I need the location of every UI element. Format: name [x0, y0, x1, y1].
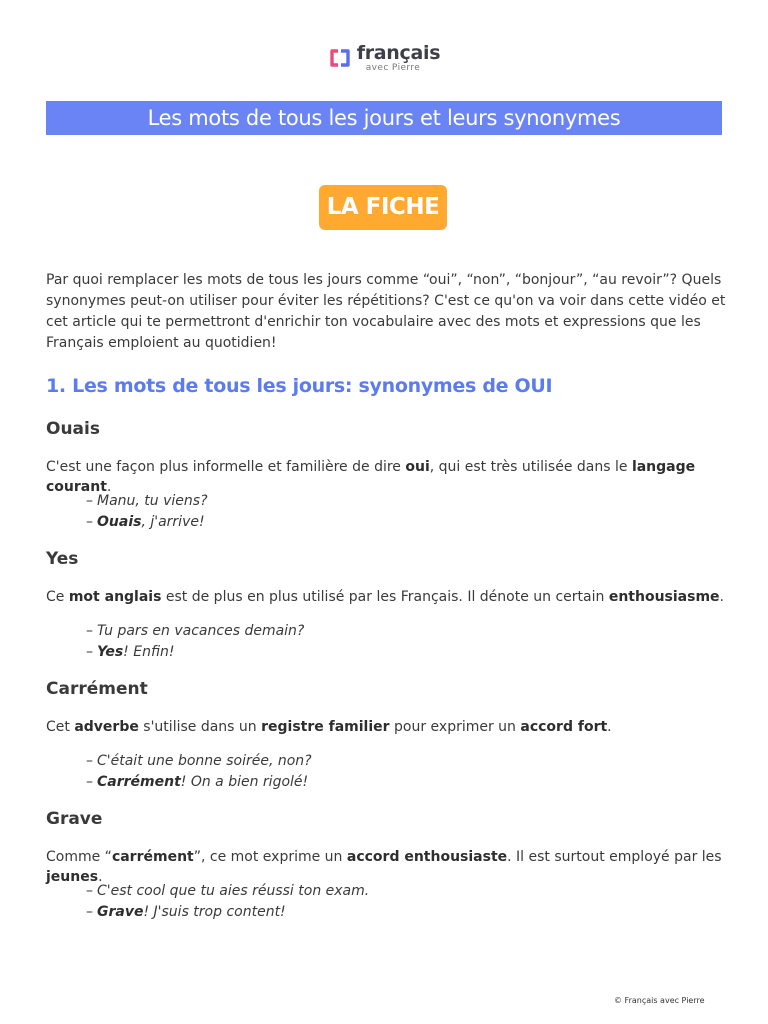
example-dialogue	[86, 751, 312, 793]
synonym-heading: Grave	[46, 809, 103, 829]
text-run: .	[98, 869, 103, 885]
bold-term: mot anglais	[68, 589, 162, 605]
synonym-description	[46, 717, 736, 737]
example-dialogue	[86, 491, 208, 533]
example-line	[86, 621, 304, 642]
brand-name: français	[356, 42, 441, 64]
bold-term: Yes	[97, 644, 124, 660]
bold-term: accord fort	[520, 719, 608, 735]
dash-bullet: –	[86, 623, 93, 639]
text-run: .	[719, 589, 724, 605]
intro-paragraph: Par quoi remplacer les mots de tous les jours comme “oui”, “non”, “bonjour”, “au revoir”? Quels synonymes peut-on utiliser pour éviter les répétitions? C'est ce qu'on va voir dans cette vidéo et cet article qui te permettront d'enrichir ton vocabulaire avec des mots et expressions que les Français emploient au quotidien!	[46, 272, 726, 351]
bold-term: Grave	[97, 904, 144, 920]
text-run: .	[106, 479, 112, 495]
brand-logo	[0, 44, 768, 73]
text-run: ! On a bien rigolé!	[180, 774, 309, 790]
example-dialogue	[86, 621, 304, 663]
bold-term: Ouais	[97, 514, 142, 530]
synonym-heading: Carrément	[46, 679, 148, 699]
text-run: .	[607, 719, 612, 735]
example-line	[86, 642, 304, 663]
example-line	[86, 881, 369, 902]
bold-term: carrément	[111, 849, 194, 865]
example-line	[86, 512, 208, 533]
bold-term: oui	[405, 459, 430, 475]
example-line	[86, 491, 208, 512]
text-run: C'était une bonne soirée, non?	[97, 753, 312, 769]
page-title-banner: Les mots de tous les jours et leurs synonymes	[46, 101, 722, 135]
text-run: est de plus en plus utilisé par les Français. Il dénote un certain	[161, 589, 609, 605]
dash-bullet: –	[86, 753, 93, 769]
synonym-description	[46, 587, 736, 607]
dash-bullet: –	[86, 904, 93, 920]
brand-logo-icon	[328, 48, 352, 68]
section-heading: 1. Les mots de tous les jours: synonymes de OUI	[46, 375, 553, 397]
text-run: Tu pars en vacances demain?	[97, 623, 305, 639]
synonym-heading: Yes	[46, 549, 79, 569]
bold-term: registre familier	[261, 719, 390, 735]
la-fiche-badge: LA FICHE	[319, 185, 447, 230]
text-run: Ce	[46, 589, 69, 605]
text-run: C'est une façon plus informelle et familière de dire	[46, 459, 406, 475]
logo-bracket-left	[332, 51, 338, 65]
dash-bullet: –	[86, 514, 93, 530]
footer-copyright: © Français avec Pierre	[614, 996, 705, 1005]
example-line	[86, 751, 312, 772]
dash-bullet: –	[86, 644, 93, 660]
text-run: ”, ce mot exprime un	[193, 849, 347, 865]
dash-bullet: –	[86, 774, 93, 790]
text-run: , qui est très utilisée dans le	[429, 459, 632, 475]
text-run: Cet	[46, 719, 75, 735]
bold-term: adverbe	[74, 719, 139, 735]
bold-term: Carrément	[97, 774, 181, 790]
text-run: ! Enfin!	[123, 644, 175, 660]
text-run: pour exprimer un	[389, 719, 521, 735]
bold-term: enthousiasme	[608, 589, 720, 605]
bold-term: langage courant	[46, 459, 696, 495]
bold-term: accord enthousiaste	[346, 849, 508, 865]
text-run: C'est cool que tu aies réussi ton exam.	[97, 883, 370, 899]
logo-bracket-right	[341, 51, 348, 65]
text-run: Manu, tu viens?	[97, 493, 208, 509]
brand-tagline: avec Pierre	[365, 63, 421, 73]
text-run: . Il est surtout employé par les	[507, 849, 722, 865]
example-dialogue	[86, 881, 369, 923]
synonym-heading: Ouais	[46, 419, 100, 439]
dash-bullet: –	[86, 493, 93, 509]
bold-term: jeunes	[46, 869, 99, 885]
text-run: Comme “	[46, 849, 112, 865]
text-run: ! J'suis trop content!	[143, 904, 286, 920]
example-line	[86, 772, 312, 793]
example-line	[86, 902, 369, 923]
dash-bullet: –	[86, 883, 93, 899]
text-run: , j'arrive!	[141, 514, 205, 530]
text-run: s'utilise dans un	[138, 719, 262, 735]
